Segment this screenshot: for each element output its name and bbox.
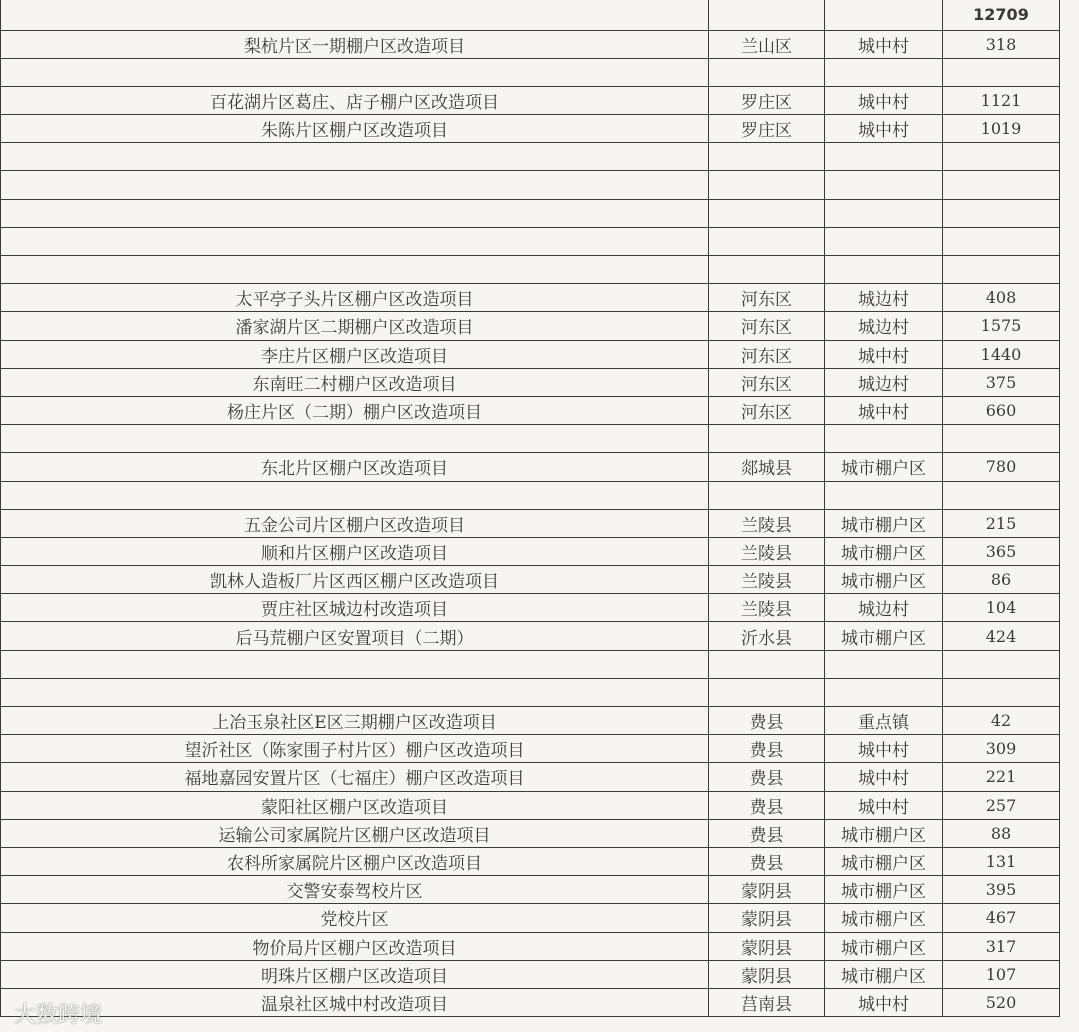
- table-row: [1, 678, 1060, 706]
- table-row: [1, 763, 1060, 791]
- table-row: [1, 171, 1060, 199]
- type-cell: [825, 58, 943, 86]
- type-cell: 城市棚户区: [825, 819, 943, 847]
- district-cell: 兰陵县: [709, 537, 825, 565]
- blank-cell: [825, 0, 943, 30]
- district-cell: 蒙阴县: [709, 932, 825, 960]
- households-cell: [943, 58, 1060, 86]
- table-row: [1, 256, 1060, 284]
- project-name-cell: 梨杭片区一期棚户区改造项目: [1, 30, 709, 58]
- district-cell: [709, 256, 825, 284]
- type-cell: 城市棚户区: [825, 566, 943, 594]
- households-cell: 104: [943, 594, 1060, 622]
- type-cell: [825, 425, 943, 453]
- households-cell: 365: [943, 537, 1060, 565]
- project-name-cell: [1, 199, 709, 227]
- project-name-cell: 顺和片区棚户区改造项目: [1, 537, 709, 565]
- households-cell: 780: [943, 453, 1060, 481]
- district-cell: 河东区: [709, 284, 825, 312]
- type-cell: 城市棚户区: [825, 453, 943, 481]
- type-cell: 城中村: [825, 86, 943, 114]
- table-row: [1, 988, 1060, 1016]
- households-cell: 375: [943, 368, 1060, 396]
- project-name-cell: 运输公司家属院片区棚户区改造项目: [1, 819, 709, 847]
- district-cell: 费县: [709, 763, 825, 791]
- project-name-cell: 温泉社区城中村改造项目: [1, 988, 709, 1016]
- district-cell: 费县: [709, 735, 825, 763]
- district-cell: [709, 171, 825, 199]
- table-row: [1, 960, 1060, 988]
- table-row: [1, 30, 1060, 58]
- table-row: [1, 622, 1060, 650]
- table-row: [1, 284, 1060, 312]
- table-row: [1, 115, 1060, 143]
- households-cell: 395: [943, 876, 1060, 904]
- households-cell: 107: [943, 960, 1060, 988]
- households-cell: [943, 227, 1060, 255]
- district-cell: 河东区: [709, 340, 825, 368]
- district-cell: 费县: [709, 707, 825, 735]
- district-cell: 罗庄区: [709, 86, 825, 114]
- project-name-cell: [1, 650, 709, 678]
- district-cell: 兰陵县: [709, 566, 825, 594]
- type-cell: [825, 171, 943, 199]
- district-cell: [709, 227, 825, 255]
- project-name-cell: 凯林人造板厂片区西区棚户区改造项目: [1, 566, 709, 594]
- table-row: [1, 312, 1060, 340]
- households-cell: [943, 425, 1060, 453]
- households-cell: 1440: [943, 340, 1060, 368]
- project-name-cell: 东北片区棚户区改造项目: [1, 453, 709, 481]
- type-cell: 城边村: [825, 312, 943, 340]
- project-name-cell: [1, 58, 709, 86]
- district-cell: [709, 199, 825, 227]
- district-cell: 费县: [709, 819, 825, 847]
- households-cell: 1019: [943, 115, 1060, 143]
- project-name-cell: 蒙阳社区棚户区改造项目: [1, 791, 709, 819]
- type-cell: [825, 650, 943, 678]
- households-cell: 215: [943, 509, 1060, 537]
- type-cell: 城边村: [825, 594, 943, 622]
- project-name-cell: 农科所家属院片区棚户区改造项目: [1, 847, 709, 875]
- type-cell: 城中村: [825, 791, 943, 819]
- project-name-cell: 望沂社区（陈家围子村片区）棚户区改造项目: [1, 735, 709, 763]
- type-cell: 城市棚户区: [825, 622, 943, 650]
- table-row: [1, 566, 1060, 594]
- project-name-cell: [1, 171, 709, 199]
- type-cell: [825, 199, 943, 227]
- project-name-cell: [1, 227, 709, 255]
- table-row: [1, 481, 1060, 509]
- district-cell: 罗庄区: [709, 115, 825, 143]
- households-cell: 660: [943, 396, 1060, 424]
- table-row: [1, 143, 1060, 171]
- project-name-cell: [1, 678, 709, 706]
- table-row: [1, 904, 1060, 932]
- type-cell: [825, 227, 943, 255]
- type-cell: 城中村: [825, 988, 943, 1016]
- table-row: [1, 86, 1060, 114]
- project-name-cell: 太平亭子头片区棚户区改造项目: [1, 284, 709, 312]
- households-cell: [943, 650, 1060, 678]
- project-name-cell: 上冶玉泉社区E区三期棚户区改造项目: [1, 707, 709, 735]
- district-cell: 沂水县: [709, 622, 825, 650]
- table-row: [1, 368, 1060, 396]
- district-cell: 河东区: [709, 396, 825, 424]
- type-cell: 城市棚户区: [825, 876, 943, 904]
- type-cell: 城中村: [825, 115, 943, 143]
- households-cell: 88: [943, 819, 1060, 847]
- table-row: [1, 509, 1060, 537]
- type-cell: 城中村: [825, 763, 943, 791]
- households-cell: 408: [943, 284, 1060, 312]
- type-cell: 城市棚户区: [825, 537, 943, 565]
- table-row: [1, 396, 1060, 424]
- type-cell: 城市棚户区: [825, 960, 943, 988]
- district-cell: 河东区: [709, 312, 825, 340]
- district-cell: 蒙阴县: [709, 904, 825, 932]
- project-name-cell: 党校片区: [1, 904, 709, 932]
- households-cell: 131: [943, 847, 1060, 875]
- table-row: [1, 453, 1060, 481]
- project-name-cell: 贾庄社区城边村改造项目: [1, 594, 709, 622]
- district-cell: 兰山区: [709, 30, 825, 58]
- project-name-cell: 李庄片区棚户区改造项目: [1, 340, 709, 368]
- project-name-cell: 杨庄片区（二期）棚户区改造项目: [1, 396, 709, 424]
- district-cell: 蒙阴县: [709, 960, 825, 988]
- project-name-cell: 物价局片区棚户区改造项目: [1, 932, 709, 960]
- project-name-cell: [1, 425, 709, 453]
- table-row: [1, 650, 1060, 678]
- households-cell: 317: [943, 932, 1060, 960]
- type-cell: 城中村: [825, 30, 943, 58]
- district-cell: 河东区: [709, 368, 825, 396]
- table-row: [1, 340, 1060, 368]
- table-row: [1, 199, 1060, 227]
- table-row: [1, 876, 1060, 904]
- type-cell: 城中村: [825, 735, 943, 763]
- type-cell: [825, 256, 943, 284]
- type-cell: [825, 143, 943, 171]
- households-cell: [943, 256, 1060, 284]
- households-cell: 1121: [943, 86, 1060, 114]
- table-row: [1, 425, 1060, 453]
- project-name-cell: 后马荒棚户区安置项目（二期）: [1, 622, 709, 650]
- households-cell: 424: [943, 622, 1060, 650]
- project-name-cell: 五金公司片区棚户区改造项目: [1, 509, 709, 537]
- district-cell: 蒙阴县: [709, 876, 825, 904]
- type-cell: 城中村: [825, 396, 943, 424]
- table-row: [1, 537, 1060, 565]
- households-cell: 520: [943, 988, 1060, 1016]
- table-row: [1, 227, 1060, 255]
- type-cell: 城中村: [825, 340, 943, 368]
- households-cell: 309: [943, 735, 1060, 763]
- type-cell: 城边村: [825, 284, 943, 312]
- type-cell: 城市棚户区: [825, 847, 943, 875]
- district-cell: [709, 143, 825, 171]
- table-row: [1, 932, 1060, 960]
- households-cell: [943, 199, 1060, 227]
- type-cell: 城市棚户区: [825, 904, 943, 932]
- district-cell: 兰陵县: [709, 594, 825, 622]
- project-name-cell: 明珠片区棚户区改造项目: [1, 960, 709, 988]
- type-cell: [825, 678, 943, 706]
- households-cell: 318: [943, 30, 1060, 58]
- households-cell: 467: [943, 904, 1060, 932]
- district-cell: 郯城县: [709, 453, 825, 481]
- households-cell: 42: [943, 707, 1060, 735]
- households-cell: 257: [943, 791, 1060, 819]
- table-row: [1, 791, 1060, 819]
- district-cell: [709, 425, 825, 453]
- households-cell: [943, 481, 1060, 509]
- header-total-row: [1, 0, 1060, 30]
- total-value: 12709: [943, 0, 1060, 30]
- district-cell: [709, 678, 825, 706]
- type-cell: 重点镇: [825, 707, 943, 735]
- households-cell: [943, 678, 1060, 706]
- table-row: [1, 58, 1060, 86]
- table-row: [1, 707, 1060, 735]
- project-name-cell: 福地嘉园安置片区（七福庄）棚户区改造项目: [1, 763, 709, 791]
- table-row: [1, 735, 1060, 763]
- project-name-cell: 东南旺二村棚户区改造项目: [1, 368, 709, 396]
- district-cell: 兰陵县: [709, 509, 825, 537]
- project-name-cell: 朱陈片区棚户区改造项目: [1, 115, 709, 143]
- table-row: [1, 594, 1060, 622]
- households-cell: 86: [943, 566, 1060, 594]
- project-name-cell: 潘家湖片区二期棚户区改造项目: [1, 312, 709, 340]
- district-cell: 费县: [709, 847, 825, 875]
- district-cell: 费县: [709, 791, 825, 819]
- type-cell: 城市棚户区: [825, 932, 943, 960]
- table-row: [1, 819, 1060, 847]
- type-cell: [825, 481, 943, 509]
- project-name-cell: [1, 143, 709, 171]
- table-row: [1, 847, 1060, 875]
- district-cell: [709, 481, 825, 509]
- project-name-cell: [1, 481, 709, 509]
- project-name-cell: [1, 256, 709, 284]
- type-cell: 城市棚户区: [825, 509, 943, 537]
- type-cell: 城边村: [825, 368, 943, 396]
- district-cell: [709, 58, 825, 86]
- project-name-cell: 百花湖片区葛庄、店子棚户区改造项目: [1, 86, 709, 114]
- project-name-cell: 交警安泰驾校片区: [1, 876, 709, 904]
- households-cell: 1575: [943, 312, 1060, 340]
- blank-cell: [709, 0, 825, 30]
- district-cell: [709, 650, 825, 678]
- blank-cell: [1, 0, 709, 30]
- households-cell: [943, 171, 1060, 199]
- watermark-text: 大数跨境: [14, 1003, 103, 1028]
- households-cell: 221: [943, 763, 1060, 791]
- households-cell: [943, 143, 1060, 171]
- district-cell: 莒南县: [709, 988, 825, 1016]
